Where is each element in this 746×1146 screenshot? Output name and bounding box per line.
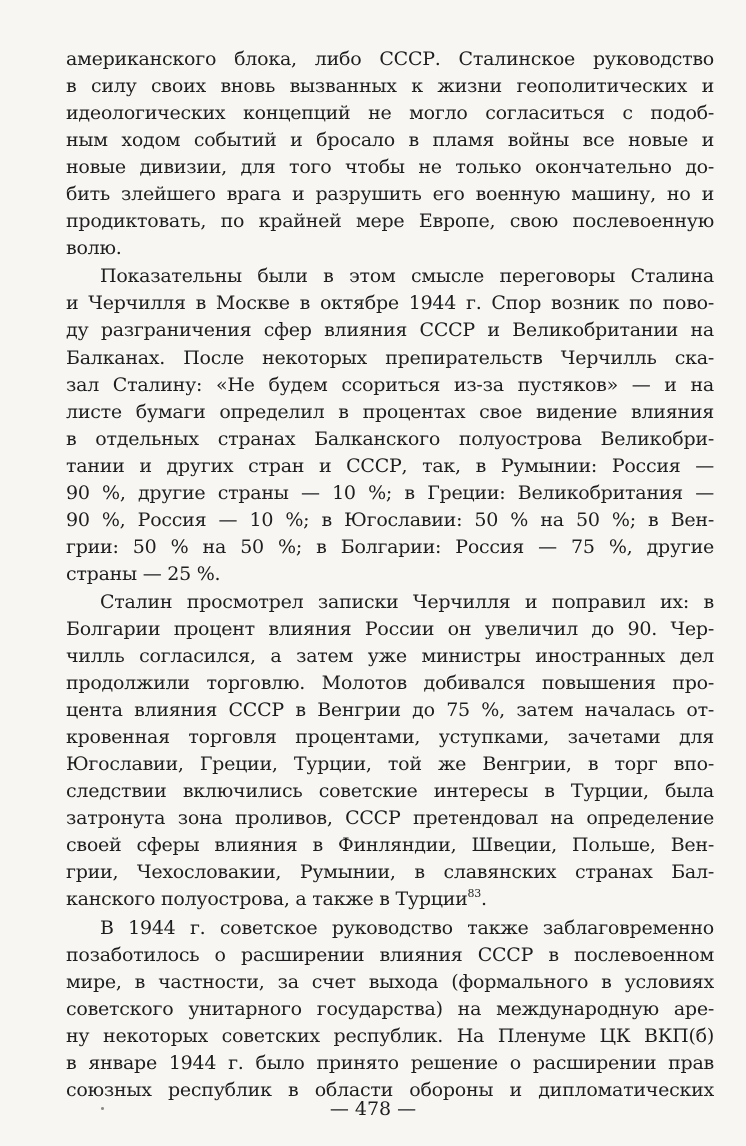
text-line: в отдельных странах Балканского полуострова Великобри- [66, 427, 714, 450]
paragraph-1 [66, 46, 714, 262]
text-line: страны — 25 %. [66, 562, 221, 585]
text-line: в силу своих вновь вызванных к жизни геополитических и [66, 75, 714, 98]
text-line: Балканах. После некоторых препирательств Черчилль ска- [66, 346, 714, 369]
text-line: Сталин просмотрел записки Черчилля и поправил их: в [100, 590, 714, 613]
text-line: ным ходом событий и бросало в пламя войны все новые и [66, 129, 714, 152]
text-line: союзных республик в области обороны и дипломатических [66, 1078, 714, 1101]
paragraph-3 [66, 589, 714, 914]
text-line: бить злейшего врага и разрушить его военную машину, но и [66, 183, 714, 206]
text-line: зал Сталину: «Не будем ссориться из-за пустяков» — и на [66, 373, 714, 396]
text-line: продиктовать, по крайней мере Европе, свою послевоенную [66, 210, 714, 233]
text-line: продолжили торговлю. Молотов добивался повышения про- [66, 672, 714, 695]
text-line: В 1944 г. советское руководство также заблаговременно [100, 916, 714, 939]
text-line: мире, в частности, за счет выхода (формального в условиях [66, 970, 714, 993]
page-body [66, 46, 714, 1101]
text-line: затронута зона проливов, СССР претендовал на определение [66, 807, 714, 830]
text-line: ду разграничения сфер влияния СССР и Великобритании на [66, 319, 714, 342]
text-line: и Черчилля в Москве в октябре 1944 г. Спор возник по пово- [66, 292, 714, 315]
footnote-reference[interactable]: 83 [467, 887, 482, 901]
paragraph-4 [66, 915, 714, 1104]
text-line: грии, Чехословакии, Румынии, в славянских странах Бал- [66, 861, 714, 884]
text-line: Югославии, Греции, Турции, той же Венгрии, в торг впо- [66, 753, 714, 776]
text-line: 90 %, другие страны — 10 %; в Греции: Великобритания — [66, 481, 714, 504]
text-line: позаботилось о расширении влияния СССР в послевоенном [66, 943, 714, 966]
text-line: американского блока, либо СССР. Сталинское руководство [66, 48, 714, 70]
text-line: ну некоторых советских республик. На Пленуме ЦК ВКП(б) [66, 1024, 714, 1047]
text-line [66, 886, 714, 913]
text-line: чилль согласился, а затем уже министры иностранных дел [66, 645, 714, 668]
sentence-period: . [481, 888, 487, 911]
page-number: — 478 — [329, 1098, 417, 1120]
text-line: Показательны были в этом смысле переговоры Сталина [100, 265, 714, 288]
text-line: следствии включились советские интересы в Турции, была [66, 780, 714, 803]
text-line: в январе 1944 г. было принято решение о расширении прав [66, 1051, 714, 1074]
text-line: Болгарии процент влияния России он увеличил до 90. Чер- [66, 617, 714, 640]
text-line: цента влияния СССР в Венгрии до 75 %, затем началась от- [66, 699, 714, 722]
text-line: советского унитарного государства) на международную аре- [66, 997, 714, 1020]
text-line: новые дивизии, для того чтобы не только окончательно до- [66, 156, 714, 179]
text-line: волю. [66, 237, 122, 260]
text-line: грии: 50 % на 50 %; в Болгарии: Россия — 75 %, другие [66, 535, 714, 558]
text-line: 90 %, Россия — 10 %; в Югославии: 50 % на 50 %; в Вен- [66, 508, 714, 531]
text-line: идеологических концепций не могло согласиться с подоб- [66, 102, 714, 125]
text-line: тании и других стран и СССР, так, в Румынии: Россия — [66, 454, 714, 477]
text-line: своей сферы влияния в Финляндии, Швеции, Польше, Вен- [66, 834, 714, 857]
paragraph-2 [66, 263, 714, 588]
text-line: кровенная торговля процентами, уступками, зачетами для [66, 726, 714, 749]
text-line-content: канского полуострова, а также в Турции [66, 888, 468, 911]
text-line: листе бумаги определил в процентах свое видение влияния [66, 400, 714, 423]
